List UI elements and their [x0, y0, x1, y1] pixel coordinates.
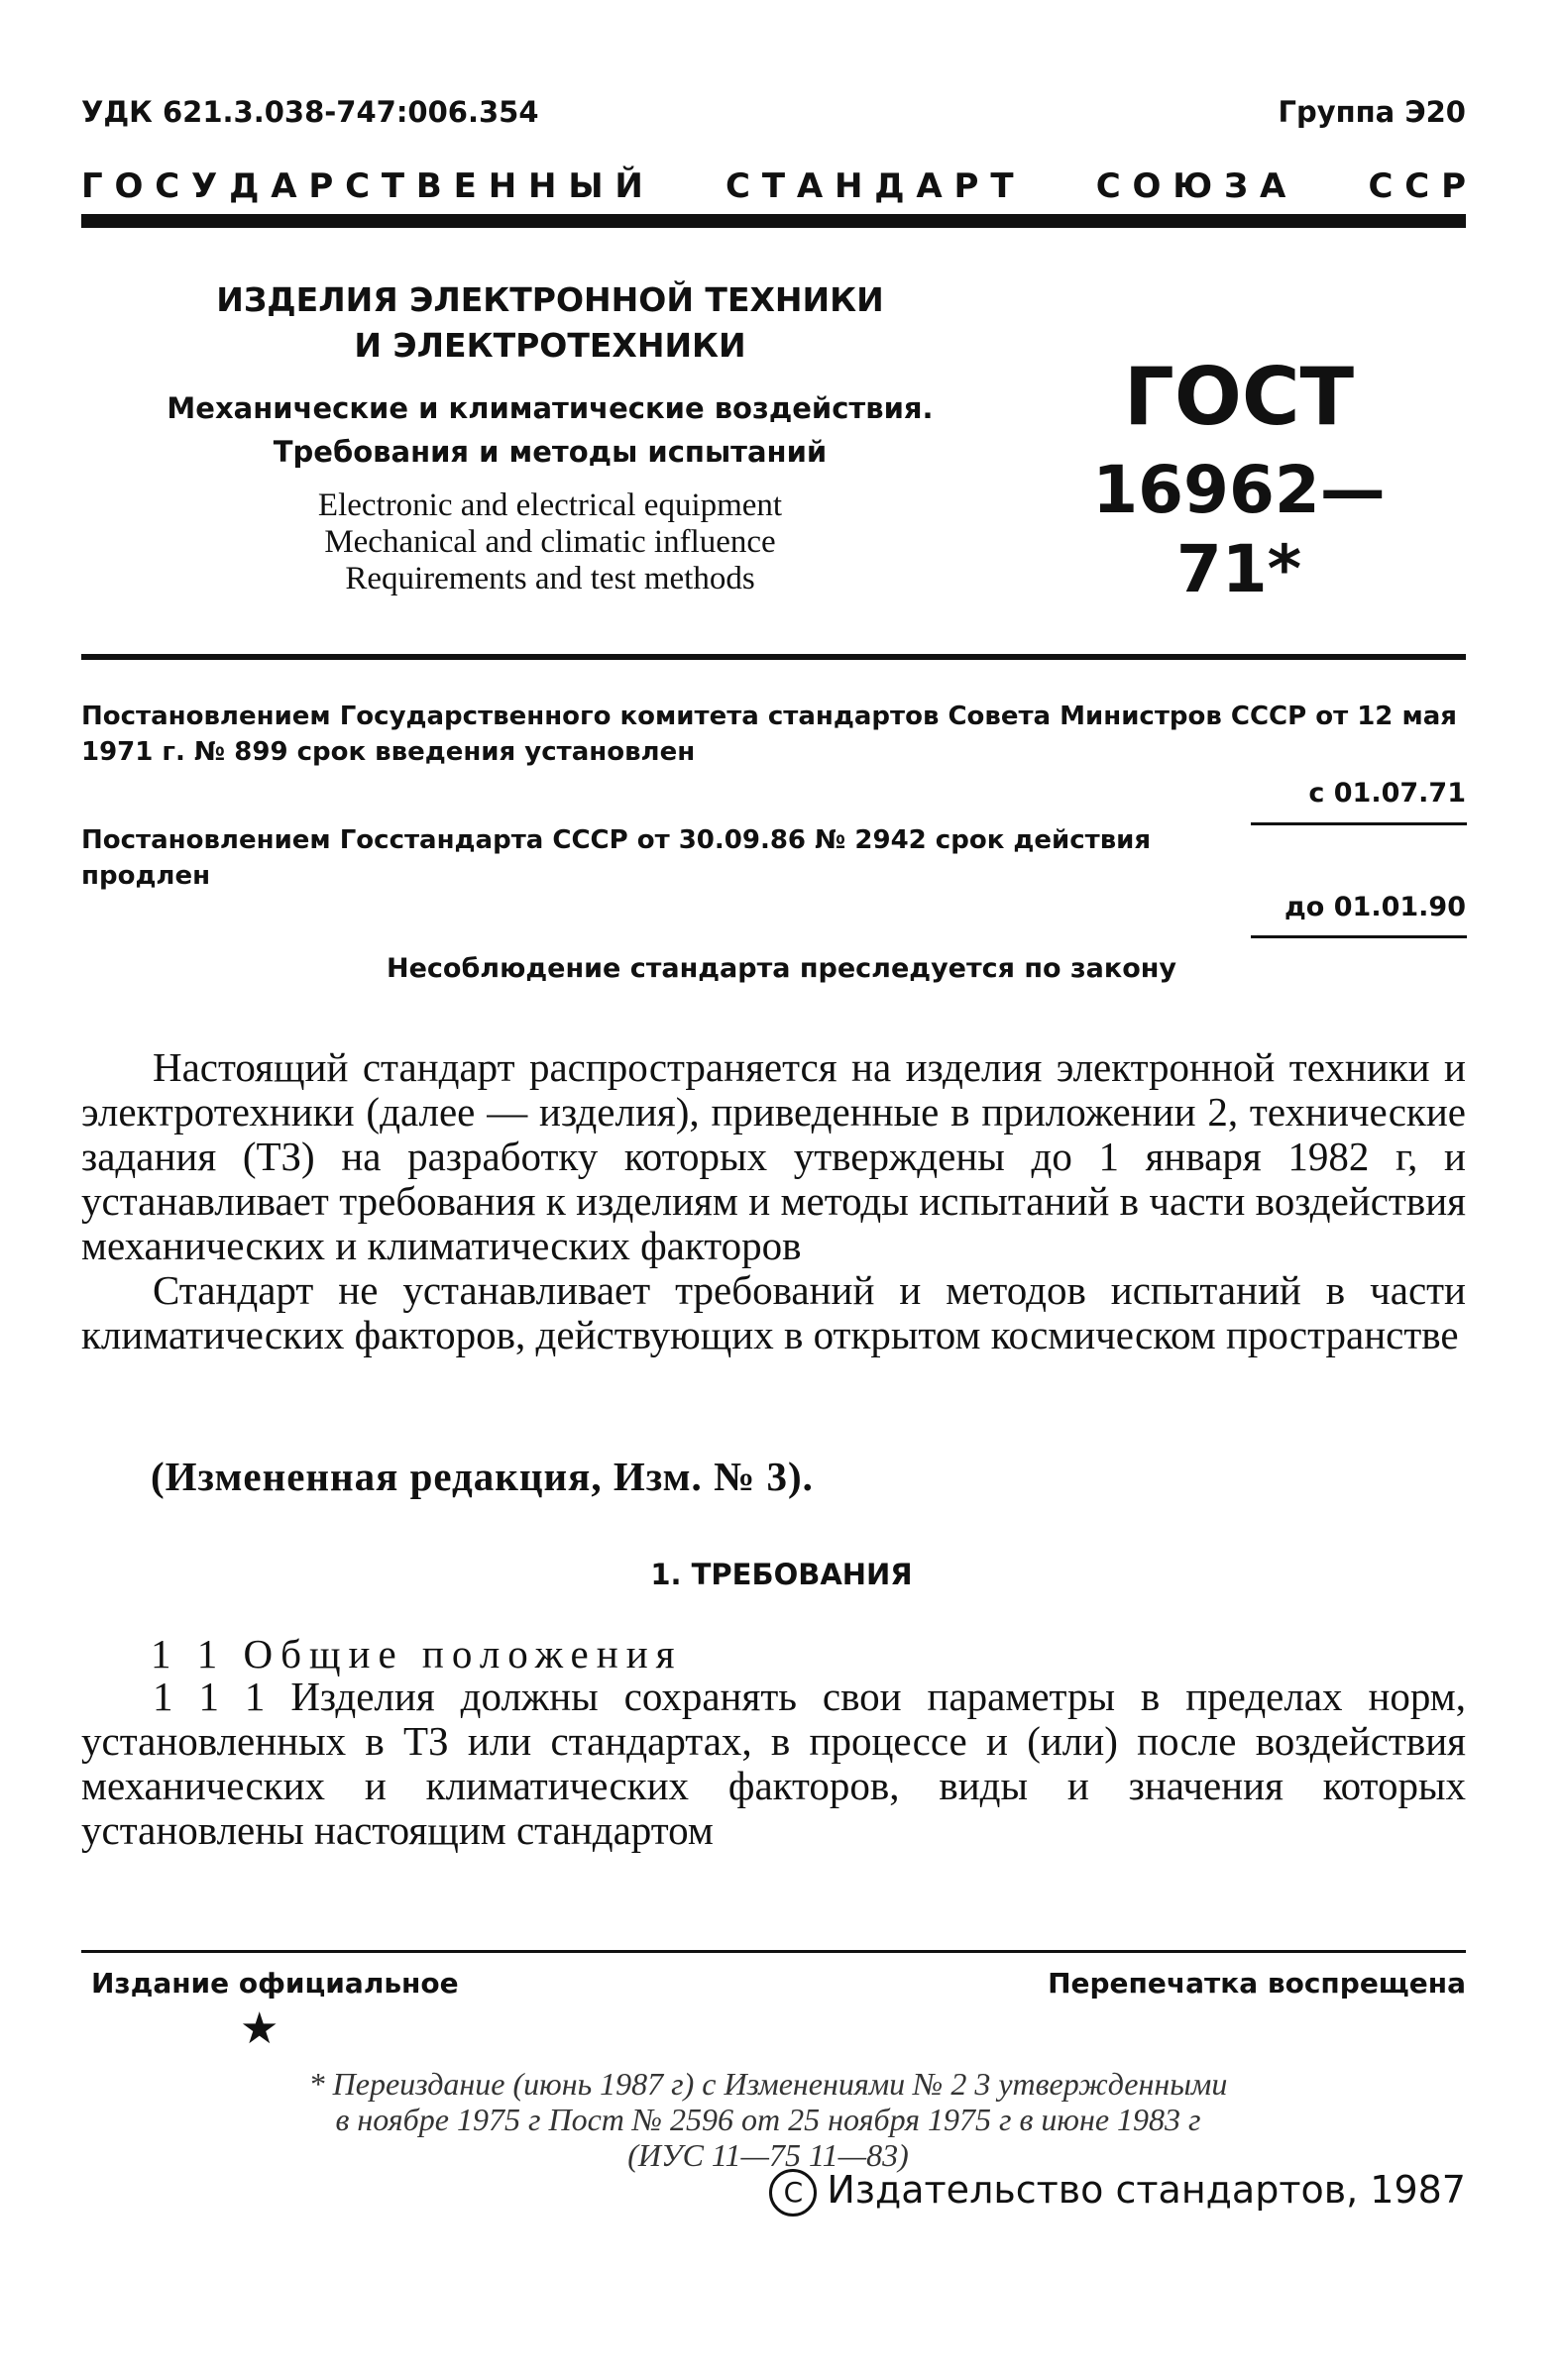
publisher-name: Издательство стандартов, 1987	[827, 2168, 1466, 2212]
state-standard-banner	[81, 166, 1466, 206]
subsection-heading: 1 1 Общие положения	[151, 1631, 683, 1677]
star-icon: ★	[240, 2004, 279, 2053]
udk-code: УДК 621.3.038-747:006.354	[81, 95, 539, 129]
law-notice: Несоблюдение стандарта преследуется по закону	[386, 953, 1177, 984]
group-code: Группа Э20	[1278, 95, 1466, 129]
exclusion-paragraph: Стандарт не устанавливает требований и методов испытаний в части климатических факторов, действующих в открытом космическом пространстве	[81, 1267, 1466, 1357]
reissue-line: * Переиздание (июнь 1987 г) с Изменениями № 2 3 утвержденными	[308, 2066, 1228, 2102]
reissue-line: (ИУС 11—75 11—83)	[627, 2137, 909, 2173]
requirement-paragraph: 1 1 1 Изделия должны сохранять свои параметры в пределах норм, установленных в ТЗ или стандартах, в процессе и (или) после воздействия механических и климатических факторов, виды и значения которых установлены настоящим стандартом	[81, 1674, 1466, 1853]
gost-label: ГОСТ	[1123, 351, 1355, 443]
introduction-date: с 01.07.71	[1308, 778, 1466, 809]
reissue-line: в ноябре 1975 г Пост № 2596 от 25 ноября 1975 г в июне 1983 г	[335, 2102, 1201, 2137]
edition-note: (Измененная редакция, Изм. № 3).	[151, 1454, 814, 1499]
title-en-line: Requirements and test methods	[345, 561, 755, 596]
banner-word: С С Р	[1368, 166, 1466, 206]
banner-word: Г О С У Д А Р С Т В Е Н Н Ы Й	[81, 166, 643, 206]
title-en-line: Electronic and electrical equipment	[317, 487, 783, 523]
date-underline	[1251, 935, 1467, 938]
title-divider	[81, 654, 1466, 660]
section-heading: 1. ТРЕБОВАНИЯ	[650, 1558, 913, 1591]
title-ru-line: И ЭЛЕКТРОТЕХНИКИ	[354, 326, 746, 365]
title-block	[149, 277, 951, 597]
title-en-line: Mechanical and climatic influence	[324, 524, 776, 560]
gost-number: 16962—71*	[1092, 452, 1386, 607]
decree-extension: Постановлением Госстандарта СССР от 30.09.86 № 2942 срок действия продлен	[81, 825, 1152, 891]
intro-paragraphs	[81, 1045, 1466, 1357]
official-edition: Издание официальное	[91, 1967, 459, 2000]
date-underline	[1251, 822, 1467, 825]
publisher-line	[769, 2168, 1466, 2217]
subtitle-line: Механические и климатические воздействия.	[167, 391, 934, 425]
banner-word: С Т А Н Д А Р Т	[726, 166, 1014, 206]
decree-introduction: Постановлением Государственного комитета стандартов Совета Министров СССР от 12 мая 1971 г. № 899 срок введения установлен	[81, 702, 1457, 767]
copyright-icon: C	[769, 2169, 817, 2217]
title-ru-line: ИЗДЕЛИЯ ЭЛЕКТРОННОЙ ТЕХНИКИ	[216, 280, 884, 319]
footer-rule	[81, 1950, 1466, 1953]
scope-paragraph: Настоящий стандарт распространяется на изделия электронной техники и электротехники (далее — изделия), приведенные в приложении 2, технические задания (ТЗ) на разработку которых утверждены до 1 января 1982 г, и устанавливает требования к изделиям и методы испытаний в части воздействия механических и климатических факторов	[81, 1044, 1466, 1268]
validity-date: до 01.01.90	[1284, 892, 1466, 922]
reissue-note	[149, 2066, 1388, 2173]
header-rule	[81, 214, 1466, 228]
reprint-prohibited: Перепечатка воспрещена	[1048, 1967, 1466, 2000]
title-en	[149, 487, 951, 597]
banner-word: С О Ю З А	[1095, 166, 1286, 206]
requirements-paragraphs	[81, 1675, 1466, 1853]
subtitle-ru	[149, 386, 951, 474]
subtitle-line: Требования и методы испытаний	[273, 435, 828, 469]
